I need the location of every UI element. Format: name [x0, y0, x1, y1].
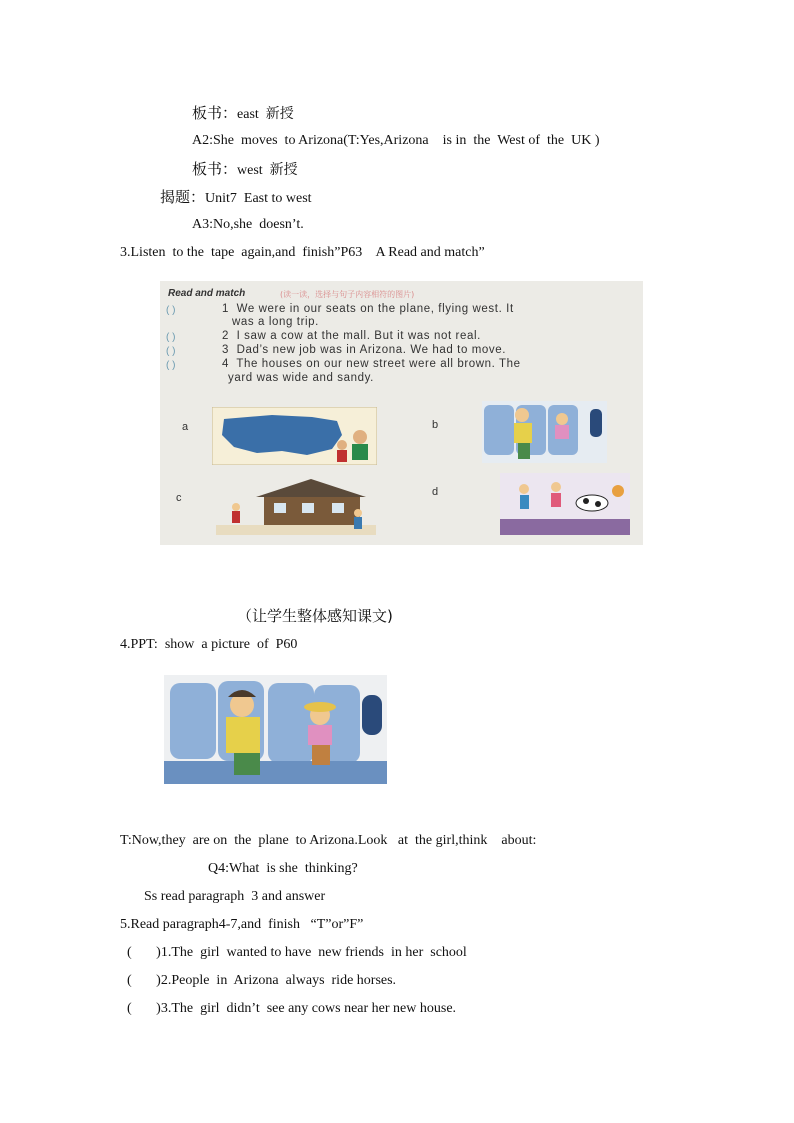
sentence-1a: 1 We were in our seats on the plane, flying west. It [222, 303, 514, 315]
students-line: Ss read paragraph 3 and answer [144, 889, 326, 904]
board-text: east 新授 [237, 107, 294, 122]
topic-label: 揭题： [160, 188, 206, 206]
picture-label-d: d [432, 486, 439, 498]
question-q4: Q4:What is she thinking? [208, 861, 358, 876]
sentence-1b: was a long trip. [232, 316, 319, 328]
board-label: 板书： [192, 104, 238, 122]
tf-question-1: ( )1.The girl wanted to have new friends in her school [127, 945, 467, 960]
sentence-4a: 4 The houses on our new street were all brown. The [222, 358, 521, 370]
plane-seats-picture [482, 401, 607, 463]
tf-question-2: ( )2.People in Arizona always ride horses. [127, 973, 397, 988]
textbook-photo-read-and-match [160, 281, 643, 545]
step-4: 4.PPT: show a picture of P60 [120, 637, 298, 652]
exercise-title: Read and match [168, 288, 246, 299]
picture-label-c: c [176, 492, 182, 504]
board-label: 板书： [192, 160, 238, 178]
picture-label-b: b [432, 419, 439, 431]
sentence-3: 3 Dad’s new job was in Arizona. We had to move. [222, 344, 507, 356]
step-5: 5.Read paragraph4-7,and finish “T”or”F” [120, 917, 364, 932]
blank-bracket: ( ) [166, 360, 176, 371]
topic-line [160, 188, 312, 208]
picture-label-a: a [182, 421, 189, 433]
sentence-4b: yard was wide and sandy. [228, 372, 374, 384]
tf-question-3: ( )3.The girl didn’t see any cows near her new house. [127, 1001, 457, 1016]
mall-cow-picture [500, 473, 630, 535]
teacher-line: T:Now,they are on the plane to Arizona.Look at the girl,think about: [120, 833, 537, 848]
blank-bracket: ( ) [166, 346, 176, 357]
topic-text: Unit7 East to west [205, 191, 312, 206]
board-line-east [192, 104, 294, 124]
answer-a3: A3:No,she doesn’t. [192, 217, 304, 232]
blank-bracket: ( ) [166, 332, 176, 343]
sentence-2: 2 I saw a cow at the mall. But it was not real. [222, 330, 481, 342]
step-3: 3.Listen to the tape again,and finish”P63 A Read and match” [120, 245, 485, 260]
board-text: west 新授 [237, 163, 298, 178]
blank-bracket: ( ) [166, 305, 176, 316]
answer-a2: A2:She moves to Arizona(T:Yes,Arizona is in the West of the UK ) [192, 133, 600, 148]
note-text: （让学生整体感知课文) [237, 607, 393, 625]
textbook-photo-plane [164, 675, 387, 784]
exercise-subtitle: (读一读，选择与句子内容相符的图片) [280, 290, 415, 299]
map-picture [212, 407, 377, 465]
house-picture [216, 475, 376, 535]
plane-cabin-picture [164, 675, 387, 784]
step-note [237, 607, 393, 627]
board-line-west [192, 160, 298, 180]
